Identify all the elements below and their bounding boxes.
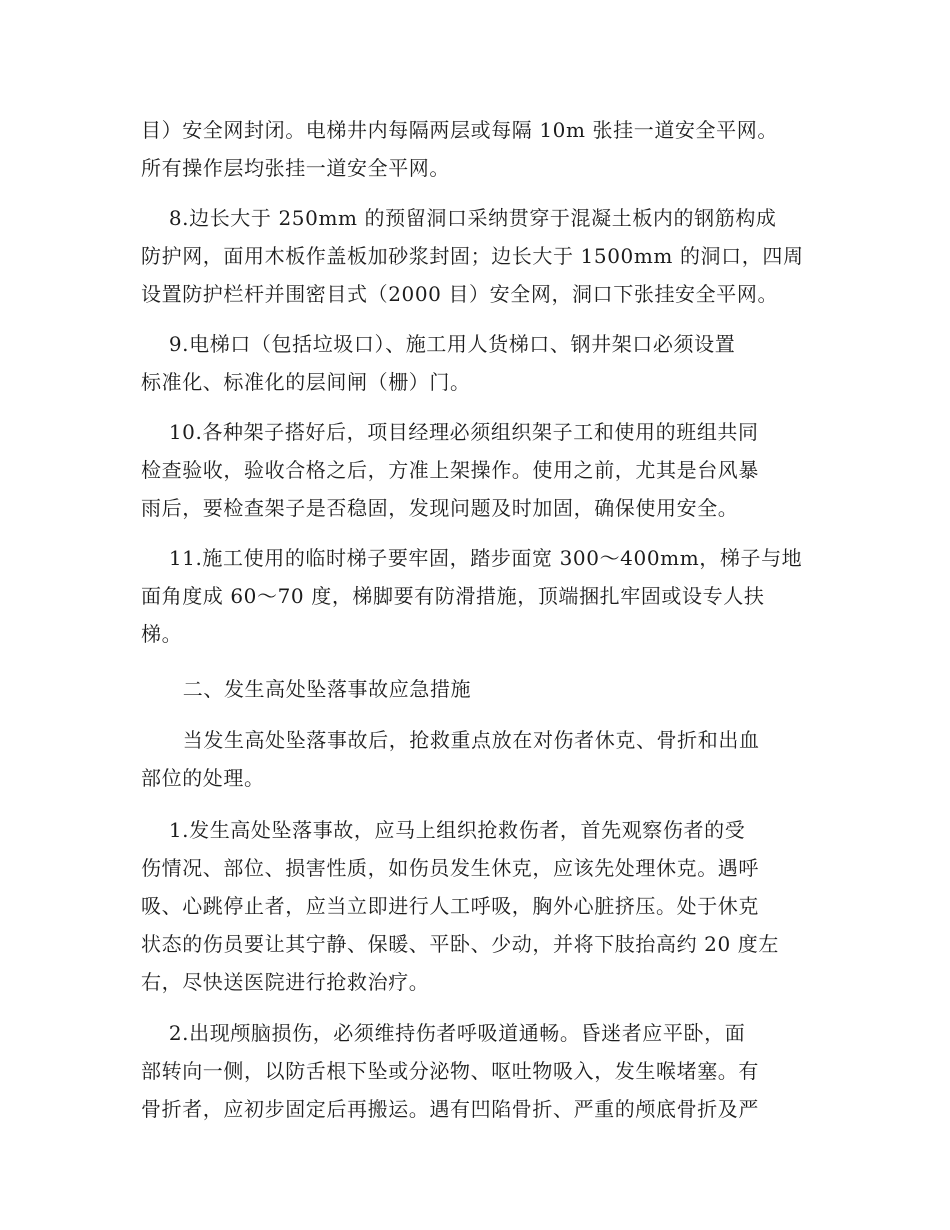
paragraph-8-line-5: 右，尽快送医院进行抢救治疗。 — [141, 970, 430, 994]
section-heading: 二、发生高处坠落事故应急措施 — [141, 677, 472, 701]
paragraph-7-line-1: 当发生高处坠落事故后，抢救重点放在对伤者休克、骨折和出血 — [141, 728, 760, 752]
paragraph-8-line-1: 1.发生高处坠落事故，应马上组织抢救伤者，首先观察伤者的受 — [141, 818, 746, 842]
paragraph-5-line-3: 梯。 — [141, 622, 183, 646]
paragraph-8-line-3: 吸、心跳停止者，应当立即进行人工呼吸，胸外心脏挤压。处于休克 — [141, 894, 759, 918]
paragraph-2-line-2: 防护网，面用木板作盖板加砂浆封固；边长大于 1500mm 的洞口，四周 — [141, 244, 804, 268]
paragraph-9-line-3: 骨折者，应初步固定后再搬运。遇有凹陷骨折、严重的颅底骨折及严 — [141, 1097, 759, 1121]
paragraph-7-line-2: 部位的处理。 — [141, 766, 265, 790]
paragraph-8-line-4: 状态的伤员要让其宁静、保暖、平卧、少动，并将下肢抬高约 20 度左 — [141, 932, 779, 956]
paragraph-5-line-2: 面角度成 60～70 度，梯脚要有防滑措施，顶端捆扎牢固或设专人扶 — [141, 584, 765, 608]
paragraph-2-line-1: 8.边长大于 250mm 的预留洞口采纳贯穿于混凝土板内的钢筋构成 — [141, 206, 777, 230]
paragraph-4-line-3: 雨后，要检查架子是否稳固，发现问题及时加固，确保使用安全。 — [141, 496, 739, 520]
paragraph-9-line-2: 部转向一侧，以防舌根下坠或分泌物、呕吐物吸入，发生喉堵塞。有 — [141, 1059, 759, 1083]
paragraph-1-line-2: 所有操作层均张挂一道安全平网。 — [141, 156, 450, 180]
paragraph-2-line-3: 设置防护栏杆并围密目式（2000 目）安全网，洞口下张挂安全平网。 — [141, 282, 779, 306]
paragraph-3-line-1: 9.电梯口（包括垃圾口）、施工用人货梯口、钢井架口必须设置 — [141, 332, 736, 356]
paragraph-9-line-1: 2.出现颅脑损伤，必须维持伤者呼吸道通畅。昏迷者应平卧，面 — [141, 1021, 746, 1045]
paragraph-5-line-1: 11.施工使用的临时梯子要牢固，踏步面宽 300～400mm，梯子与地 — [141, 546, 803, 570]
paragraph-1-line-1: 目）安全网封闭。电梯井内每隔两层或每隔 10m 张挂一道安全平网。 — [141, 118, 778, 142]
paragraph-4-line-2: 检查验收，验收合格之后，方准上架操作。使用之前，尤其是台风暴 — [141, 458, 759, 482]
paragraph-8-line-2: 伤情况、部位、损害性质，如伤员发生休克，应该先处理休克。遇呼 — [141, 856, 759, 880]
paragraph-4-line-1: 10.各种架子搭好后，项目经理必须组织架子工和使用的班组共同 — [141, 420, 759, 444]
paragraph-3-line-2: 标准化、标准化的层间闸（栅）门。 — [141, 370, 471, 394]
